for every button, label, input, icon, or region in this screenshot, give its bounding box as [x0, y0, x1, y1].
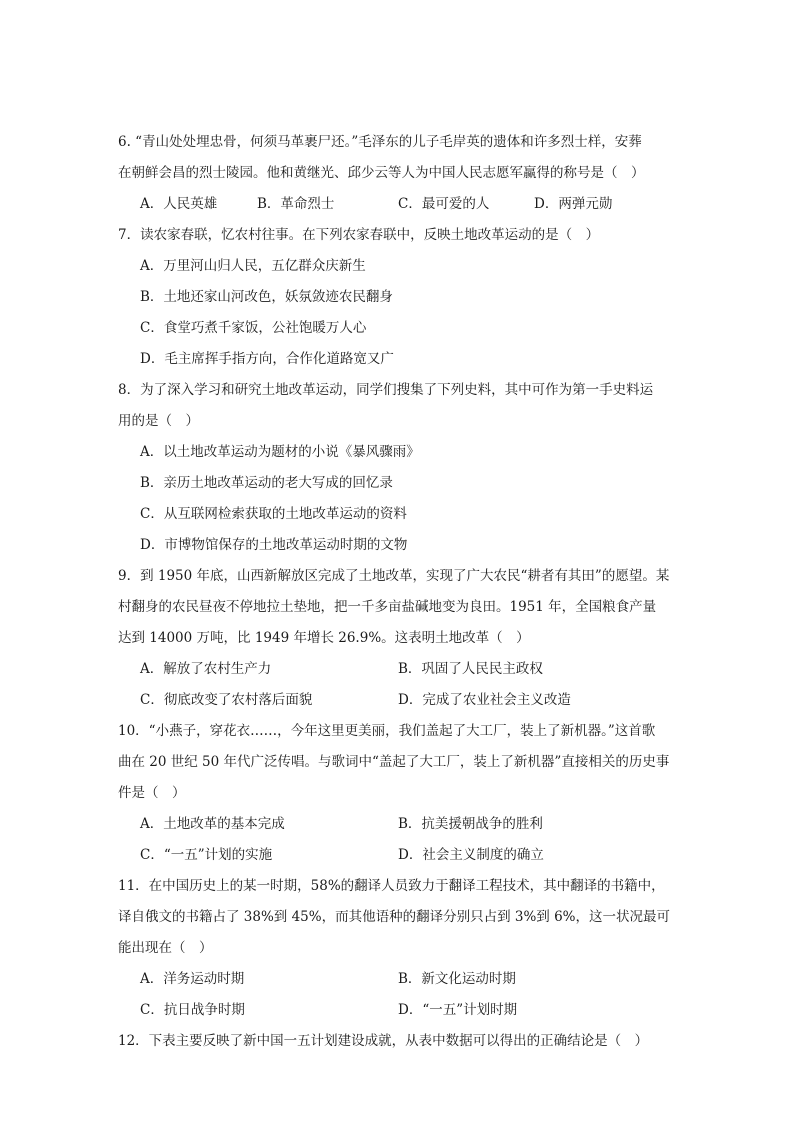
question-7-option-a: A．万里河山归人民，五亿群众庆新生 [140, 258, 366, 274]
question-9-option-d: D．完成了农业社会主义改造 [398, 692, 571, 708]
question-8-option-c: C．从互联网检索获取的土地改革运动的资料 [140, 506, 407, 522]
question-11-option-c: C．抗日战争时期 [140, 1002, 245, 1018]
question-9-option-b: B．巩固了人民民主政权 [398, 661, 543, 677]
question-10-option-a: A．土地改革的基本完成 [140, 816, 285, 832]
question-10-option-c: C．“一五”计划的实施 [140, 847, 273, 863]
question-8-line-1: 8．为了深入学习和研究土地改革运动，同学们搜集了下列史料，其中可作为第一手史料运 [118, 382, 654, 398]
question-7-option-c: C．食堂巧煮千家饭，公社饱暖万人心 [140, 320, 367, 336]
question-6-option-c: C．最可爱的人 [398, 196, 490, 212]
question-7-option-b: B．土地还家山河改色，妖氛敛迹农民翻身 [140, 289, 393, 305]
question-6-option-d: D．两弹元勋 [534, 196, 613, 212]
question-10-option-b: B．抗美援朝战争的胜利 [398, 816, 543, 832]
question-6-option-a: A．人民英雄 [140, 196, 218, 212]
question-9-line-3: 达到 14000 万吨，比 1949 年增长 26.9%。这表明土地改革（ ） [118, 630, 530, 646]
question-6-line-1: 6. “青山处处埋忠骨，何须马革裹尸还。”毛泽东的儿子毛岸英的遗体和许多烈士样，安葬 [118, 134, 642, 150]
question-8-option-d: D．市博物馆保存的土地改革运动时期的文物 [140, 537, 408, 553]
question-8-option-a: A．以土地改革运动为题材的小说《暴风骤雨》 [140, 444, 420, 460]
question-11-option-d: D．“一五”计划时期 [398, 1002, 518, 1018]
question-7-option-d: D．毛主席挥手指方向，合作化道路宽又广 [140, 351, 394, 367]
question-6-line-2: 在朝鲜会昌的烈士陵园。他和黄继光、邱少云等人为中国人民志愿军赢得的称号是（ ） [118, 165, 645, 181]
question-11-option-a: A．洋务运动时期 [140, 971, 245, 987]
question-11-option-b: B．新文化运动时期 [398, 971, 516, 987]
question-10-option-d: D．社会主义制度的确立 [398, 847, 544, 863]
question-11-line-3: 能出现在（ ） [118, 940, 213, 956]
question-11-line-2: 译自俄文的书籍占了 38%到 45%，而其他语种的翻译分别只占到 3%到 6%，这一状况最可 [118, 909, 671, 925]
question-12-line-1: 12．下表主要反映了新中国一五计划建设成就，从表中数据可以得出的正确结论是（ ） [118, 1033, 649, 1049]
question-9-line-1: 9．到 1950 年底，山西新解放区完成了土地改革，实现了广大农民“耕者有其田”的愿望。某 [118, 568, 670, 584]
question-10-line-1: 10．“小燕子，穿花衣……，今年这里更美丽，我们盖起了大工厂，装上了新机器。”这首歌 [118, 723, 656, 739]
question-11-line-1: 11．在中国历史上的某一时期，58%的翻译人员致力于翻译工程技术，其中翻译的书籍中， [118, 878, 665, 894]
question-10-line-2: 曲在 20 世纪 50 年代广泛传唱。与歌词中“盖起了大工厂，装上了新机器”直接相关的历史事 [118, 754, 670, 770]
question-9-line-2: 村翻身的农民昼夜不停地拉土垫地，把一千多亩盐碱地变为良田。1951 年，全国粮食产量 [118, 599, 657, 615]
question-9-option-c: C．彻底改变了农村落后面貌 [140, 692, 313, 708]
question-7-line-1: 7．读农家春联，忆农村往事。在下列农家春联中，反映土地改革运动的是（ ） [118, 227, 600, 243]
question-8-option-b: B．亲历土地改革运动的老大写成的回忆录 [140, 475, 393, 491]
question-9-option-a: A．解放了农村生产力 [140, 661, 272, 677]
question-8-line-2: 用的是（ ） [118, 413, 199, 429]
question-10-line-3: 件是（ ） [118, 785, 186, 801]
question-6-option-b: B．革命烈士 [257, 196, 335, 212]
